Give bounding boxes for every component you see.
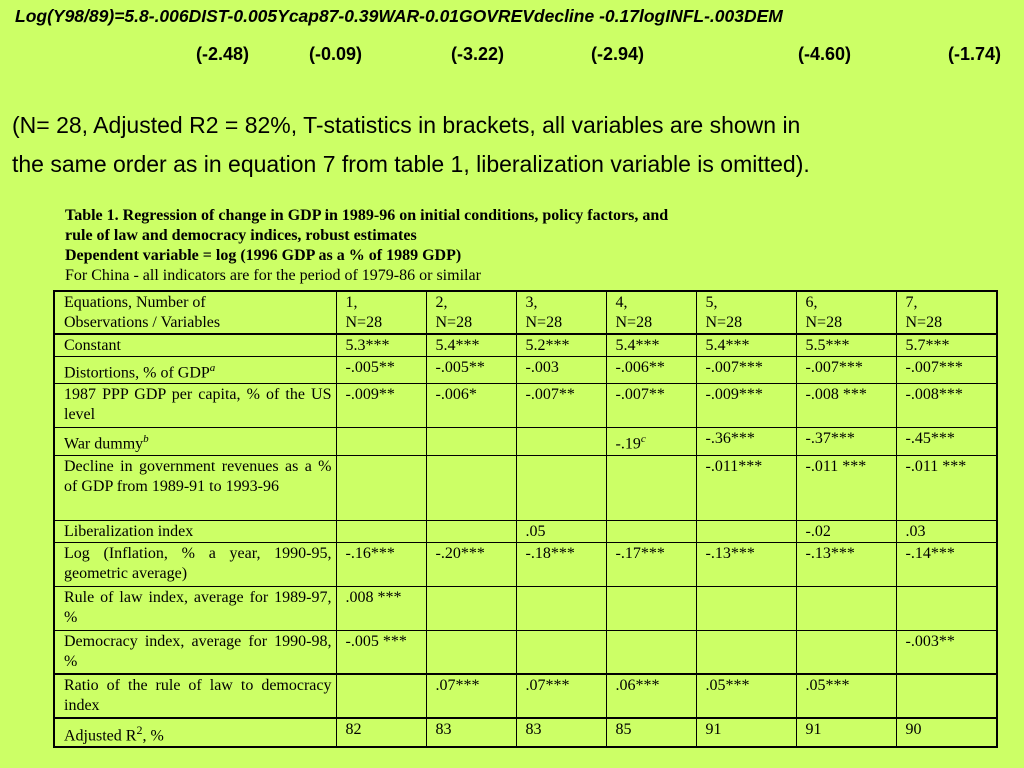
regression-equation: Log(Y98/89)=5.8-.006DIST-0.005Ycap87-0.39WAR-0.01GOVREVdecline -0.17logINFL-.003DEM [15,6,783,26]
table-row [54,455,997,520]
column-header: 7, N=28 [896,291,997,334]
value-cell: .07*** [516,674,606,718]
t-stat-ycap: (-0.09) [309,44,363,64]
value-cell [516,586,606,630]
row-label: Democracy index, average for 1990-98, % [54,630,336,674]
table-header-row [54,291,997,334]
value-cell [426,586,516,630]
value-cell [606,586,696,630]
value-cell: .05*** [796,674,896,718]
row-label: Liberalization index [54,520,336,542]
table-caption-title: Table 1. Regression of change in GDP in 1989-96 on initial conditions, policy factors, and [65,207,669,224]
value-cell: 5.4*** [696,334,796,357]
value-cell [606,455,696,520]
t-stat-war: (-3.22) [451,44,505,64]
value-cell: -.13*** [796,542,896,586]
row-label: Rule of law index, average for 1989-97, % [54,586,336,630]
table-caption-china-note: For China - all indicators are for the period of 1979-86 or similar [65,267,481,284]
column-header: 4, N=28 [606,291,696,334]
value-cell [426,428,516,455]
note-line-1: (N= 28, Adjusted R2 = 82%, T-statistics in brackets, all variables are shown in [12,112,801,138]
table-row [54,542,997,586]
table-caption-dependent: Dependent variable = log (1996 GDP as a % of 1989 GDP) [65,247,462,264]
value-cell: -.13*** [696,542,796,586]
column-header: 6, N=28 [796,291,896,334]
table-row [54,718,997,747]
value-cell: .008 *** [336,586,426,630]
value-cell: -.007*** [796,357,896,384]
value-cell [606,630,696,674]
value-cell: 91 [696,718,796,747]
column-header: 1, N=28 [336,291,426,334]
table-row [54,428,997,455]
value-cell [516,428,606,455]
value-cell: -.007*** [896,357,997,384]
value-cell: 5.4*** [426,334,516,357]
value-cell: 90 [896,718,997,747]
t-stat-infl: (-4.60) [798,44,852,64]
value-cell: -.011*** [696,455,796,520]
table-caption-title-cont: rule of law and democracy indices, robust estimates [65,227,417,244]
row-label: Decline in government revenues as a % of GDP from 1989-91 to 1993-96 [54,455,336,520]
value-cell: -.17*** [606,542,696,586]
value-cell: -.45*** [896,428,997,455]
value-cell: -.005** [426,357,516,384]
value-cell: -.16*** [336,542,426,586]
column-header: 5, N=28 [696,291,796,334]
value-cell [606,520,696,542]
value-cell: 5.2*** [516,334,606,357]
value-cell: -.005** [336,357,426,384]
t-stat-dist: (-2.48) [196,44,250,64]
row-label: Constant [54,334,336,357]
note-line-2: the same order as in equation 7 from table 1, liberalization variable is omitted). [12,151,810,177]
value-cell: -.20*** [426,542,516,586]
value-cell [796,586,896,630]
value-cell: -.011 *** [896,455,997,520]
value-cell [696,586,796,630]
value-cell [426,630,516,674]
footnote-marker: b [143,433,149,446]
value-cell [336,674,426,718]
value-cell: 91 [796,718,896,747]
value-cell [516,630,606,674]
row-label: War dummy$^b$ [54,428,336,455]
value-cell: 5.4*** [606,334,696,357]
value-cell: .05*** [696,674,796,718]
value-cell: -.003 [516,357,606,384]
value-cell: .07*** [426,674,516,718]
table-row [54,357,997,384]
value-cell: -.007** [516,384,606,428]
row-label: Ratio of the rule of law to democracy index [54,674,336,718]
value-cell: -.005 *** [336,630,426,674]
value-cell: -.011 *** [796,455,896,520]
value-cell: .05 [516,520,606,542]
table-row [54,630,997,674]
value-cell [336,428,426,455]
row-label: 1987 PPP GDP per capita, % of the US level [54,384,336,428]
table-row [54,674,997,718]
value-cell: -.14*** [896,542,997,586]
value-cell: -.19$^c$ [606,428,696,455]
value-cell: -.02 [796,520,896,542]
header-label-cell: Equations, Number of Observations / Variables [54,291,336,334]
value-cell: -.003** [896,630,997,674]
value-cell: -.009** [336,384,426,428]
value-cell [426,520,516,542]
value-cell: 83 [516,718,606,747]
value-cell [796,630,896,674]
t-stat-govrev: (-2.94) [591,44,645,64]
table-row [54,520,997,542]
footnote-marker: c [640,433,646,446]
value-cell [696,520,796,542]
value-cell [696,630,796,674]
value-cell: -.008*** [896,384,997,428]
value-cell: 83 [426,718,516,747]
value-cell: -.36*** [696,428,796,455]
table-row [54,384,997,428]
value-cell: .03 [896,520,997,542]
value-cell: .06*** [606,674,696,718]
value-cell: 5.7*** [896,334,997,357]
value-cell [516,455,606,520]
value-cell: -.37*** [796,428,896,455]
value-cell [426,455,516,520]
value-cell: -.18*** [516,542,606,586]
row-label: Log (Inflation, % a year, 1990-95, geometric average) [54,542,336,586]
value-cell: 5.3*** [336,334,426,357]
footnote-marker: a [209,362,216,374]
value-cell: -.007** [606,384,696,428]
value-cell: -.008 *** [796,384,896,428]
value-cell: 85 [606,718,696,747]
value-cell [336,455,426,520]
value-cell: 5.5*** [796,334,896,357]
value-cell: -.006** [606,357,696,384]
table-row [54,586,997,630]
row-label: Adjusted $R^2$, % [54,718,336,747]
value-cell [896,586,997,630]
value-cell [336,520,426,542]
value-cell: -.009*** [696,384,796,428]
value-cell: -.006* [426,384,516,428]
value-cell [896,674,997,718]
row-label: Distortions, % of GDP$^a$ [54,357,336,384]
t-stat-dem: (-1.74) [948,44,1002,64]
column-header: 3, N=28 [516,291,606,334]
regression-note [12,106,1017,184]
table-row [54,334,997,357]
regression-table [53,290,998,748]
value-cell: 82 [336,718,426,747]
table-body [54,334,997,747]
value-cell: -.007*** [696,357,796,384]
column-header: 2, N=28 [426,291,516,334]
